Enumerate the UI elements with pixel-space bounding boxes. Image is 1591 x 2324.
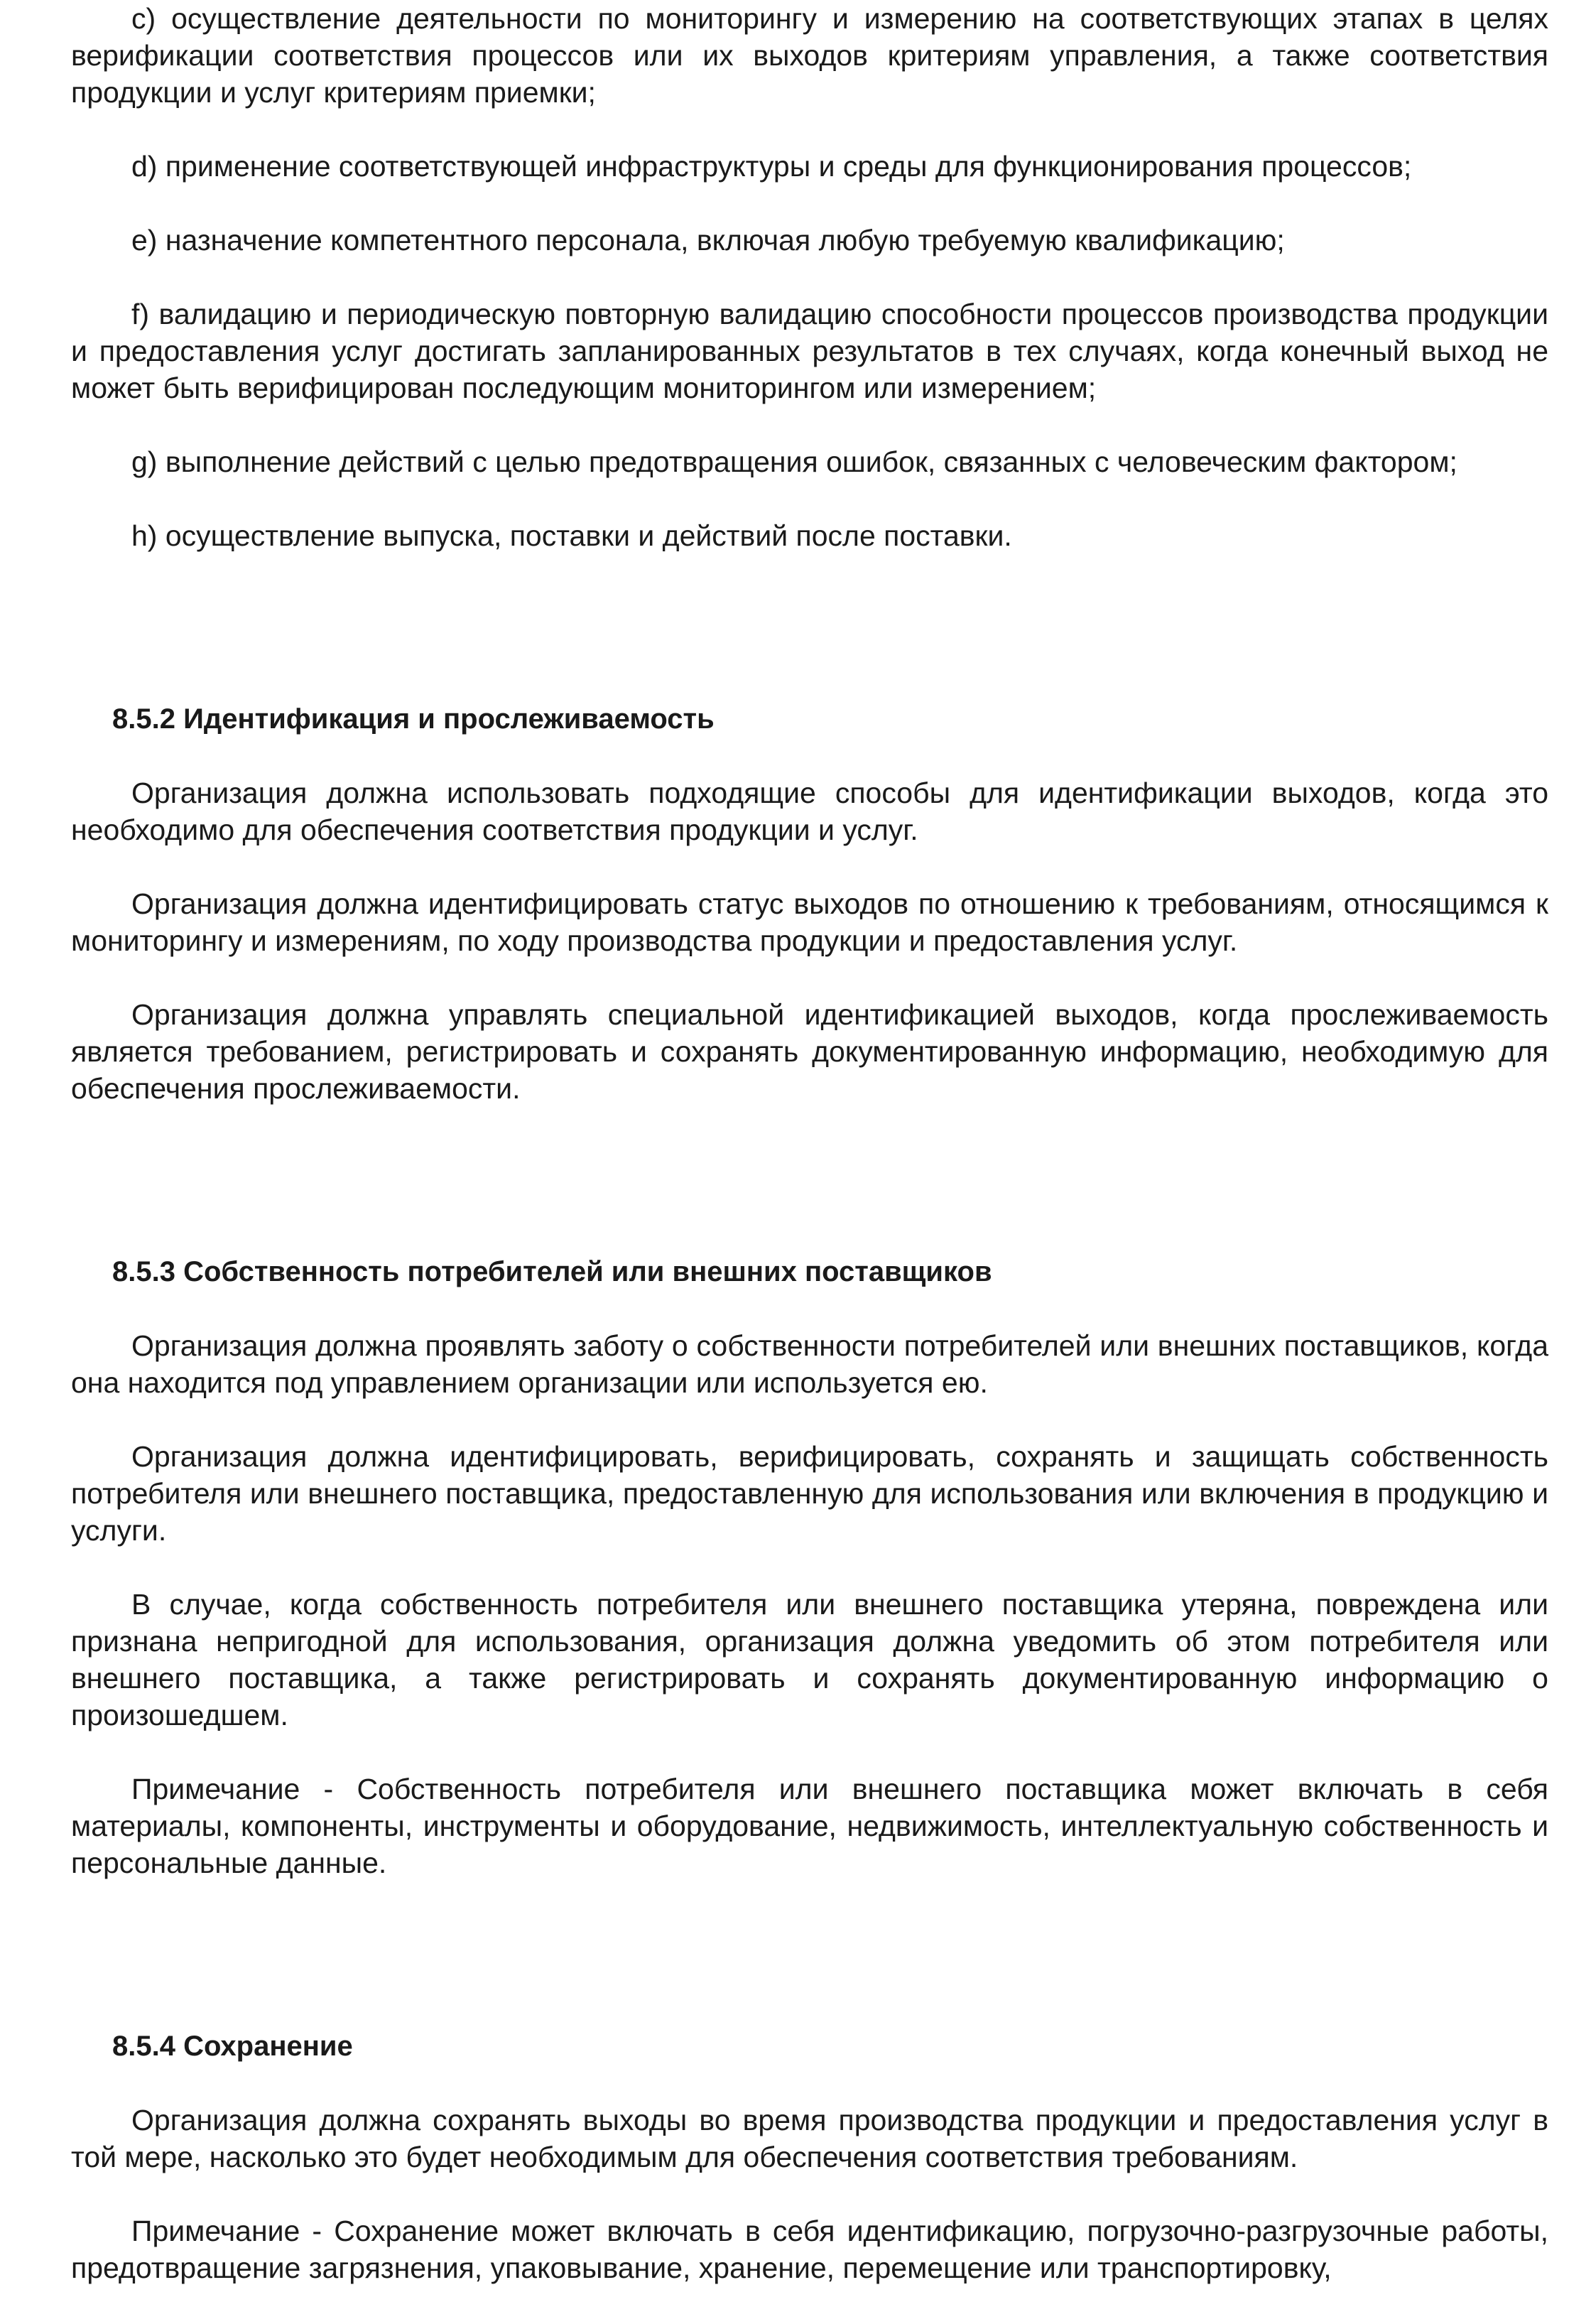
paragraph-8-5-4-1: Организация должна сохранять выходы во время производства продукции и предоставления услуг в той мере, насколько это будет необходимым для обеспечения соответствия требованиям. — [71, 2104, 1548, 2173]
paragraph-8-5-3-1: Организация должна проявлять заботу о собственности потребителей или внешних поставщиков, когда она находится под управлением организации или используется ею. — [71, 1329, 1548, 1399]
note-8-5-4: Примечание - Сохранение может включать в себя идентификацию, погрузочно-разгрузочные работы, предотвращение загрязнения, упаковывание, хранение, перемещение или транспортировку, — [71, 2215, 1548, 2284]
section-heading-8-5-3: 8.5.3 Собственность потребителей или внешних поставщиков — [112, 1256, 992, 1287]
paragraph-8-5-3-2: Организация должна идентифицировать, верифицировать, сохранять и защищать собственность потребителя или внешнего поставщика, предоставленную для использования или включения в продукцию и услуги. — [71, 1440, 1548, 1547]
item-c: c) осуществление деятельности по мониторингу и измерению на соответствующих этапах в целях верификации соответствия процессов или их выходов критериям управления, а также соответствия продукции и услуг критериям приемки; — [71, 2, 1548, 109]
note-8-5-3: Примечание - Собственность потребителя или внешнего поставщика может включать в себя материалы, компоненты, инструменты и оборудование, недвижимость, интеллектуальную собственность и персональные данные. — [71, 1773, 1548, 1879]
document-page — [71, 0, 1548, 2286]
section-heading-8-5-4: 8.5.4 Сохранение — [112, 2031, 353, 2062]
paragraph-8-5-3-3: В случае, когда собственность потребителя или внешнего поставщика утеряна, повреждена или признана непригодной для использования, организация должна уведомить об этом потребителя или внешнего поставщика, а также регистрировать и сохранять документированную информацию о произошедшем. — [71, 1588, 1548, 1731]
paragraph-8-5-2-3: Организация должна управлять специальной идентификацией выходов, когда прослеживаемость является требованием, регистрировать и сохранять документированную информацию, необходимую для обеспечения прослеживаемости. — [71, 998, 1548, 1105]
item-d: d) применение соответствующей инфраструктуры и среды для функционирования процессов; — [131, 150, 1412, 183]
section-heading-8-5-2: 8.5.2 Идентификация и прослеживаемость — [112, 703, 715, 735]
paragraph-8-5-2-2: Организация должна идентифицировать статус выходов по отношению к требованиям, относящимся к мониторингу и измерениям, по ходу производства продукции и предоставления услуг. — [71, 887, 1548, 957]
paragraph-8-5-2-1: Организация должна использовать подходящие способы для идентификации выходов, когда это необходимо для обеспечения соответствия продукции и услуг. — [71, 777, 1548, 846]
item-e: e) назначение компетентного персонала, включая любую требуемую квалификацию; — [131, 224, 1285, 256]
item-f: f) валидацию и периодическую повторную валидацию способности процессов производства продукции и предоставления услуг достигать запланированных результатов в тех случаях, когда конечный выход не может быть верифицирован последующим мониторингом или измерением; — [71, 298, 1548, 404]
item-h: h) осуществление выпуска, поставки и действий после поставки. — [131, 519, 1012, 552]
item-g: g) выполнение действий с целью предотвращения ошибок, связанных с человеческим фактором; — [131, 445, 1457, 478]
